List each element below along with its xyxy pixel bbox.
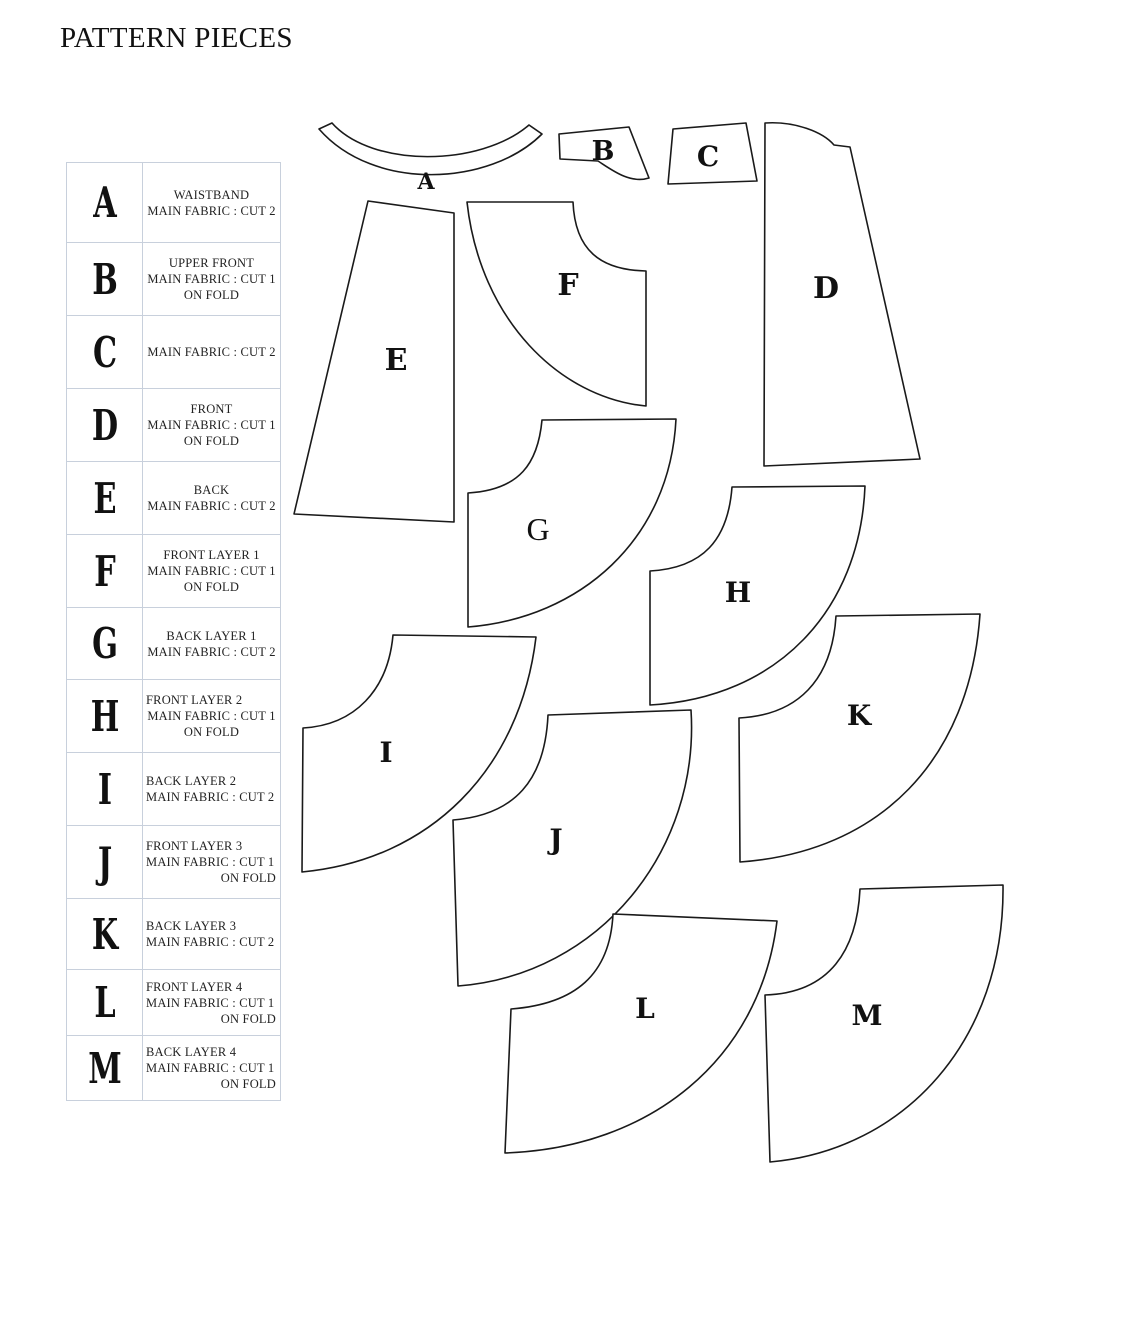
legend-letter: D (77, 389, 132, 462)
legend-line: MAIN FABRIC : CUT 2 (147, 345, 276, 359)
legend-line: WAISTBAND (173, 187, 250, 202)
legend-line: MAIN FABRIC : CUT 2 (146, 790, 275, 804)
legend-letter: K (77, 899, 132, 970)
piece-g-back-layer-1 (468, 419, 676, 627)
legend-letter: F (77, 535, 132, 608)
legend-letter: M (77, 1036, 132, 1101)
piece-f-front-layer-1 (467, 202, 646, 406)
legend-line: MAIN FABRIC : CUT 1 (147, 418, 276, 432)
legend-line: MAIN FABRIC : CUT 2 (147, 499, 276, 513)
page-title: PATTERN PIECES (60, 22, 293, 54)
legend-letter: L (77, 970, 132, 1036)
piece-label-m: M (851, 999, 883, 1032)
legend-line: BACK LAYER 2 (146, 774, 237, 788)
legend-line: FRONT (190, 402, 233, 416)
legend-line: MAIN FABRIC : CUT 1 (146, 995, 275, 1010)
legend-line: MAIN FABRIC : CUT 1 (146, 855, 275, 869)
piece-label-g: G (526, 511, 550, 547)
legend-letter: J (77, 826, 132, 899)
piece-b-upper-front (559, 127, 649, 179)
legend-line: ON FOLD (220, 1077, 276, 1091)
legend-letter: E (77, 462, 132, 535)
legend-line: MAIN FABRIC : CUT 1 (147, 272, 276, 286)
piece-label-f: F (557, 268, 579, 303)
legend-line: MAIN FABRIC : CUT 1 (147, 709, 276, 723)
legend-line: FRONT LAYER 2 (146, 693, 243, 707)
piece-a-waistband (319, 123, 542, 195)
legend-line: ON FOLD (183, 288, 240, 302)
piece-label-j: J (549, 823, 563, 856)
legend-line: MAIN FABRIC : CUT 1 (147, 564, 276, 578)
piece-label-l: L (635, 992, 655, 1025)
piece-label-h: H (724, 576, 752, 609)
legend-line: BACK (193, 483, 230, 497)
legend-letter: B (77, 243, 132, 316)
legend-letter: C (77, 316, 132, 389)
legend-line: FRONT LAYER 4 (146, 979, 243, 994)
legend-line: MAIN FABRIC : CUT 2 (147, 203, 276, 218)
piece-label-e: E (384, 343, 408, 378)
legend-line: ON FOLD (220, 871, 276, 885)
legend-letter: A (77, 163, 132, 243)
piece-m-back-layer-4 (765, 885, 1003, 1162)
legend-line: FRONT LAYER 3 (146, 839, 243, 853)
legend-line: MAIN FABRIC : CUT 2 (146, 935, 275, 949)
piece-label-b: B (591, 136, 615, 167)
piece-label-d: D (812, 271, 840, 306)
legend-line: ON FOLD (183, 434, 240, 448)
piece-label-k: K (846, 699, 872, 732)
legend-line: MAIN FABRIC : CUT 2 (147, 644, 276, 659)
legend-letter: H (77, 680, 132, 753)
piece-label-i: I (379, 736, 393, 769)
piece-label-c: C (696, 140, 720, 173)
piece-c (668, 123, 757, 184)
legend-line: BACK LAYER 1 (166, 628, 257, 643)
legend-line: UPPER FRONT (168, 256, 255, 270)
piece-label-a: A (417, 169, 435, 195)
legend-line: BACK LAYER 4 (146, 1045, 237, 1059)
legend-letter: I (77, 753, 132, 826)
legend-line: ON FOLD (183, 580, 240, 594)
legend-line: ON FOLD (220, 1011, 276, 1026)
legend-line: BACK LAYER 3 (146, 919, 237, 933)
legend-letter: G (77, 608, 132, 680)
legend-line: ON FOLD (183, 725, 240, 739)
legend-line: FRONT LAYER 1 (163, 548, 260, 562)
piece-d-front (764, 123, 920, 466)
legend-line: MAIN FABRIC : CUT 1 (146, 1061, 275, 1075)
piece-e-back (294, 201, 454, 522)
